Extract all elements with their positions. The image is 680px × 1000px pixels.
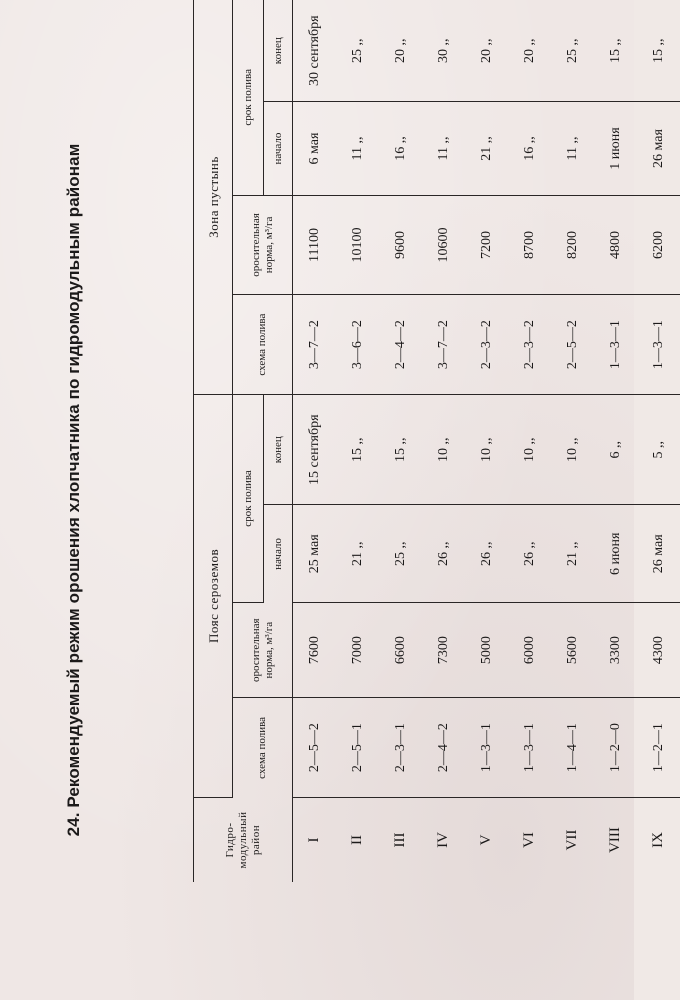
cell-s-norm: 4300 [637,603,680,698]
cell-d-start: 21 ,, [465,102,508,195]
cell-district: VII [564,829,580,851]
cell-d-scheme: 2—3—2 [465,295,508,395]
table-row [551,0,594,882]
header-d-start: начало [264,102,293,195]
cell-d-start: 1 июня [594,102,637,195]
table-row [465,0,508,882]
cell-s-norm: 6600 [379,603,422,698]
table-row [637,0,680,882]
header-district: Гидро-модульный район [194,798,293,883]
header-desert-zone: Зона пустынь [194,0,233,394]
cell-d-scheme: 2—5—2 [551,295,594,395]
cell-d-norm: 4800 [594,195,637,295]
cell-d-start: 11 ,, [551,102,594,195]
cell-district: IV [435,832,451,848]
cell-s-start: 26 ,, [508,505,551,603]
cell-s-end: 10 ,, [465,394,508,505]
cell-d-end: 20 ,, [465,0,508,102]
table-row [422,0,465,882]
cell-d-start: 6 мая [293,102,337,195]
cell-s-start: 26 ,, [422,505,465,603]
cell-d-start: 11 ,, [336,102,379,195]
cell-s-end: 6 ,, [594,394,637,505]
cell-district: IX [650,832,666,848]
cell-s-start: 25 мая [293,505,337,603]
cell-s-start: 26 ,, [465,505,508,603]
header-serozem-belt: Пояс сероземов [194,394,233,797]
header-s-start: начало [264,505,293,603]
cell-d-start: 16 ,, [379,102,422,195]
header-d-norm: оросительная норма, м³/га [233,195,293,295]
cell-d-scheme: 3—7—2 [422,295,465,395]
table-row [293,0,337,882]
cell-s-norm: 7300 [422,603,465,698]
cell-s-scheme: 1—2—0 [594,698,637,798]
cell-d-start: 16 ,, [508,102,551,195]
table-row [336,0,379,882]
cell-s-end: 15 ,, [336,394,379,505]
header-s-norm: оросительная норма, м³/га [233,603,293,698]
cell-s-start: 21 ,, [551,505,594,603]
cell-s-norm: 5600 [551,603,594,698]
cell-d-scheme: 1—3—1 [594,295,637,395]
cell-s-scheme: 2—3—1 [379,698,422,798]
cell-d-scheme: 2—4—2 [379,295,422,395]
header-d-period: срок полива [233,0,264,195]
cell-d-end: 30 сентября [293,0,337,102]
cell-d-end: 15 ,, [637,0,680,102]
header-s-scheme: схема полива [233,698,293,798]
irrigation-table [193,0,680,882]
cell-d-norm: 6200 [637,195,680,295]
cell-district: I [306,837,322,843]
cell-s-norm: 7000 [336,603,379,698]
cell-d-norm: 8700 [508,195,551,295]
header-s-period: срок полива [233,394,264,602]
cell-d-end: 20 ,, [508,0,551,102]
cell-district: II [349,835,365,845]
table-row [379,0,422,882]
cell-s-start: 21 ,, [336,505,379,603]
cell-d-norm: 7200 [465,195,508,295]
header-d-end: конец [264,0,293,102]
cell-d-end: 25 ,, [336,0,379,102]
cell-d-norm: 9600 [379,195,422,295]
cell-s-norm: 3300 [594,603,637,698]
cell-s-norm: 6000 [508,603,551,698]
cell-s-start: 6 июня [594,505,637,603]
cell-d-scheme: 2—3—2 [508,295,551,395]
cell-d-norm: 10600 [422,195,465,295]
cell-d-end: 25 ,, [551,0,594,102]
cell-s-scheme: 1—4—1 [551,698,594,798]
cell-s-scheme: 2—5—2 [293,698,337,798]
header-s-end: конец [264,394,293,505]
cell-district: III [392,832,408,848]
cell-s-start: 26 мая [637,505,680,603]
table-row [508,0,551,882]
cell-d-norm: 11100 [293,195,337,295]
table-row [594,0,637,882]
cell-s-norm: 7600 [293,603,337,698]
table-title: 24. Рекомендуемый режим орошения хлопчатника по гидромодульным районам [64,143,83,837]
cell-district: VI [521,832,537,848]
cell-d-scheme: 3—6—2 [336,295,379,395]
cell-d-scheme: 1—3—1 [637,295,680,395]
cell-s-end: 15 сентября [293,394,337,505]
cell-s-end: 5 ,, [637,394,680,505]
cell-s-scheme: 1—2—1 [637,698,680,798]
cell-d-end: 15 ,, [594,0,637,102]
header-d-scheme: схема полива [233,295,293,395]
cell-district: V [478,834,494,846]
cell-s-start: 25 ,, [379,505,422,603]
cell-s-scheme: 2—4—2 [422,698,465,798]
cell-d-norm: 8200 [551,195,594,295]
cell-d-end: 20 ,, [379,0,422,102]
cell-s-end: 10 ,, [422,394,465,505]
cell-s-scheme: 2—5—1 [336,698,379,798]
cell-s-end: 10 ,, [508,394,551,505]
cell-d-end: 30 ,, [422,0,465,102]
cell-d-start: 11 ,, [422,102,465,195]
cell-district: VIII [607,827,623,853]
cell-s-scheme: 1—3—1 [465,698,508,798]
cell-d-start: 26 мая [637,102,680,195]
cell-s-end: 15 ,, [379,394,422,505]
cell-d-norm: 10100 [336,195,379,295]
cell-s-scheme: 1—3—1 [508,698,551,798]
cell-s-end: 10 ,, [551,394,594,505]
cell-d-scheme: 3—7—2 [293,295,337,395]
cell-s-norm: 5000 [465,603,508,698]
